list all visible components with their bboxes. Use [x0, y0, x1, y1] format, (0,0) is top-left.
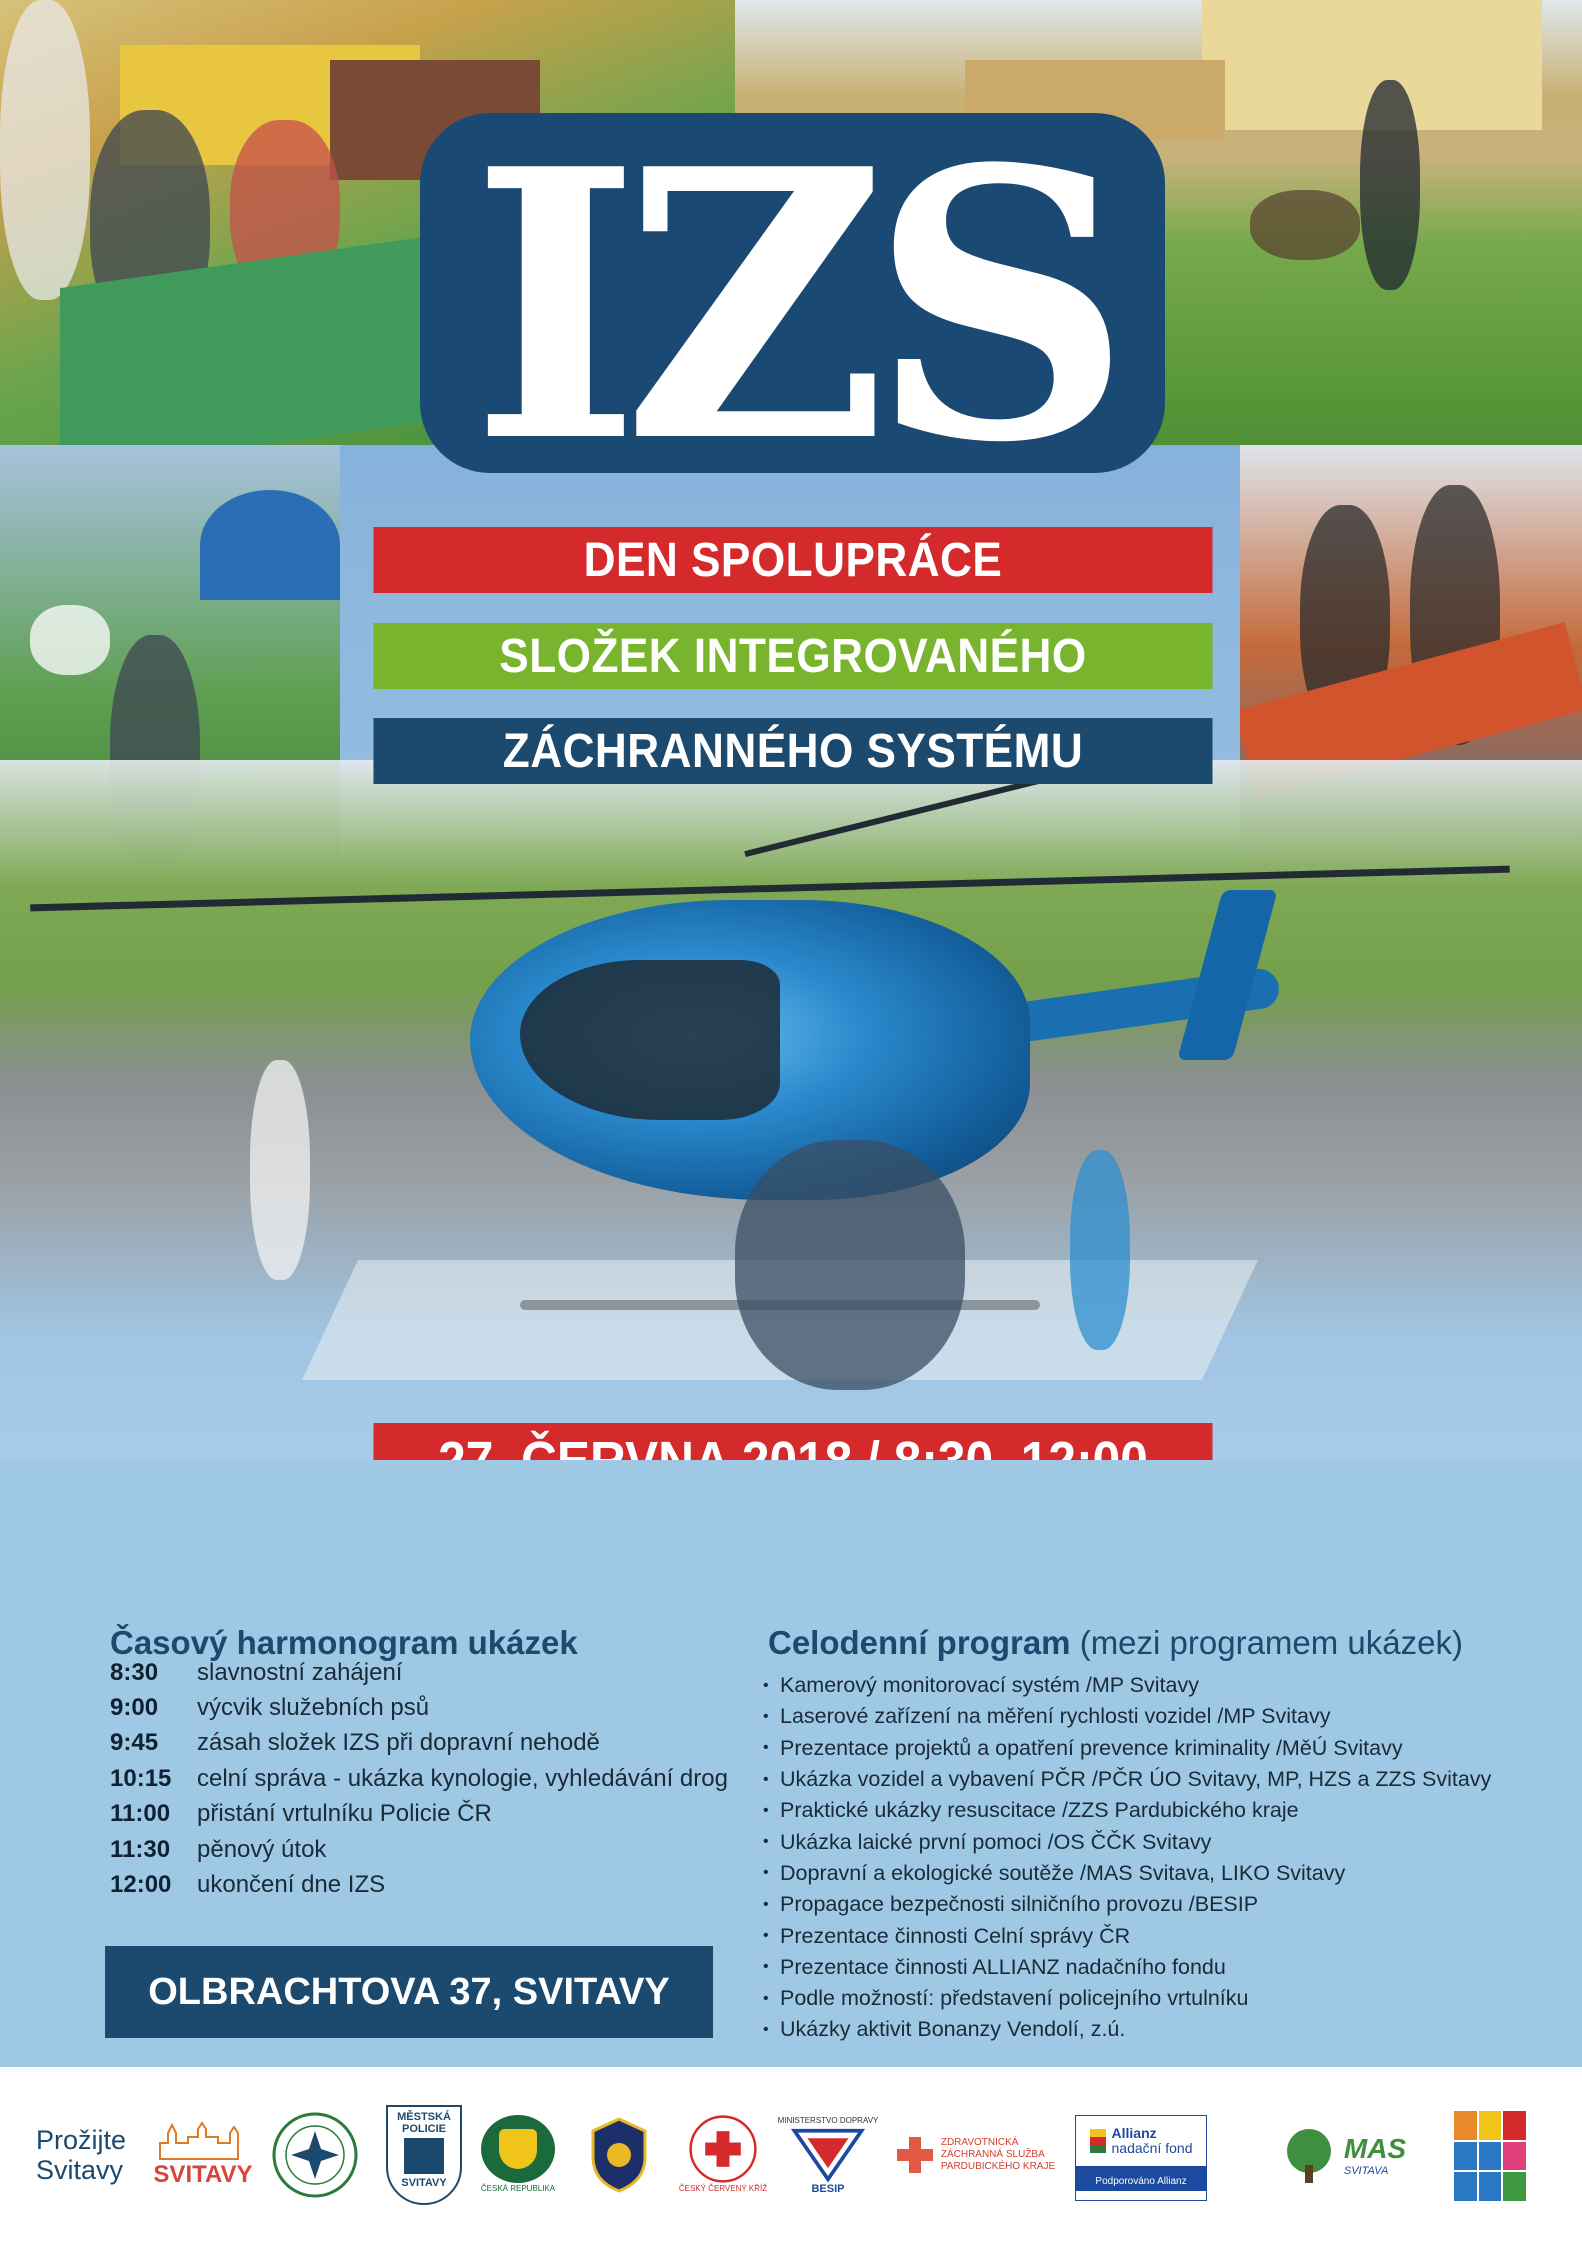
grid-tile: [1503, 2111, 1526, 2140]
logo-svitavy: [153, 2115, 253, 2195]
police-star-icon: [271, 2111, 359, 2199]
program-item: [763, 1795, 1543, 1826]
title-band-3: ZÁCHRANNÉHO SYSTÉMU: [373, 718, 1212, 784]
title-band-1: DEN SPOLUPRÁCE: [373, 527, 1212, 593]
boy-figure: [1070, 1150, 1130, 1350]
schedule-text: výcvik služebních psů: [197, 1694, 430, 1722]
program-item-text: Laserové zařízení na měření rychlosti vozidel /MP Svitavy: [780, 1704, 1331, 1729]
grid-tile: [1503, 2172, 1526, 2201]
title-band-2: SLOŽEK INTEGROVANÉHO: [373, 623, 1212, 689]
grid-tile: [1479, 2142, 1502, 2171]
grid-tile: [1454, 2111, 1477, 2140]
schedule-text: pěnový útok: [197, 1835, 327, 1863]
medical-cross-icon: [895, 2135, 935, 2175]
zzs-line1: ZDRAVOTNICKÁ: [940, 2137, 1019, 2148]
schedule-row: [110, 1867, 750, 1902]
program-item: [763, 1701, 1543, 1732]
bonanza-grid-icon: [1454, 2111, 1526, 2201]
izs-logo: [420, 90, 1165, 524]
schedule-row: [110, 1655, 750, 1690]
dog-figure: [1250, 190, 1360, 260]
red-cross-icon: [681, 2115, 765, 2183]
program-item-text: Propagace bezpečnosti silničního provozu /BESIP: [780, 1892, 1259, 1917]
grid-tile: [1503, 2142, 1526, 2171]
schedule-row: [110, 1761, 750, 1796]
allianz-line3: Podporováno Allianz: [1095, 2175, 1187, 2187]
schedule-heading: Časový harmonogram ukázek: [110, 1624, 578, 1661]
schedule-text: přistání vrtulníku Policie ČR: [197, 1800, 492, 1828]
besip-line2: BESIP: [811, 2183, 845, 2195]
celni-text: ČESKÁ REPUBLIKA: [480, 2184, 556, 2193]
bullet-icon: •: [763, 1707, 769, 1725]
tree-icon: [1274, 2125, 1344, 2185]
program-item: [763, 1983, 1543, 2014]
izs-logo-text: IZS: [470, 90, 1115, 524]
grid-tile: [1479, 2172, 1502, 2201]
mas-text: [1344, 2133, 1406, 2177]
program-item: [763, 1670, 1543, 1701]
schedule-text: celní správa - ukázka kynologie, vyhledávání drog: [197, 1764, 728, 1792]
grid-tile: [1454, 2172, 1477, 2201]
program-item: [763, 1826, 1543, 1857]
program-item-text: Ukázka laické první pomoci /OS ČČK Svitavy: [780, 1829, 1212, 1854]
program-item-text: Dopravní a ekologické soutěže /MAS Svitava, LIKO Svitavy: [780, 1860, 1346, 1885]
logo-prozijte-svitavy: [36, 2115, 136, 2195]
schedule-row: [110, 1690, 750, 1725]
program-item: [763, 1952, 1543, 1983]
logo-hzs: [584, 2115, 654, 2195]
zzs-line3: PARDUBICKÉHO KRAJE: [940, 2161, 1056, 2172]
bullet-icon: •: [763, 1676, 769, 1694]
schedule-time: 9:00: [110, 1694, 159, 1722]
mestska-line2: POLICIE: [401, 2123, 446, 2135]
program-item-text: Podle možností: představení policejního vrtulníku: [780, 1986, 1249, 2011]
schedule-row: [110, 1797, 750, 1832]
balloons: [30, 605, 110, 675]
schedule-text: zásah složek IZS při dopravní nehodě: [197, 1729, 600, 1757]
program-heading-title: Celodenní program: [768, 1624, 1071, 1661]
bullet-icon: •: [763, 1864, 769, 1882]
program-item: [763, 1764, 1543, 1795]
logo-prozijte-line1: Prožijte: [36, 2125, 127, 2155]
fire-rescue-badge-icon: [589, 2117, 649, 2193]
bullet-icon: •: [763, 1989, 769, 2007]
program-heading: [768, 1624, 1463, 1662]
program-item-text: Ukázka vozidel a vybavení PČR /PČR ÚO Svitavy, MP, HZS a ZZS Svitavy: [780, 1767, 1492, 1792]
logo-mestska-policie: [382, 2111, 466, 2195]
allianz-title: [1112, 2126, 1193, 2156]
allianz-bar: [1076, 2166, 1206, 2191]
program-item: [763, 2014, 1543, 2045]
logo-svitavy-text: SVITAVY: [153, 2161, 253, 2188]
logo-besip: [776, 2115, 880, 2195]
bullet-icon: •: [763, 1801, 769, 1819]
schedule-text: slavnostní zahájení: [197, 1658, 403, 1686]
logo-prozijte-line2: Svitavy: [36, 2155, 124, 2185]
allianz-top: [1090, 2126, 1193, 2156]
cck-text: ČESKÝ ČERVENÝ KŘÍŽ: [678, 2184, 768, 2193]
logo-celni-sprava: [476, 2115, 560, 2195]
program-item-text: Praktické ukázky resuscitace /ZZS Pardubického kraje: [780, 1798, 1299, 1823]
zzs-text: [941, 2137, 1055, 2173]
schedule-time: 9:45: [110, 1729, 159, 1757]
program-heading-note: (mezi programem ukázek): [1079, 1624, 1463, 1661]
logo-allianz: [1075, 2115, 1207, 2201]
program-item-text: Prezentace projektů a opatření prevence kriminality /MěÚ Svitavy: [780, 1735, 1403, 1760]
program-item-text: Prezentace činnosti Celní správy ČR: [780, 1923, 1131, 1948]
address-box: OLBRACHTOVA 37, SVITAVY: [105, 1946, 713, 2038]
schedule-time: 12:00: [110, 1871, 172, 1899]
customs-shield-icon: [499, 2129, 537, 2169]
program-item-text: Prezentace činnosti ALLIANZ nadačního fondu: [780, 1954, 1226, 1979]
schedule-time: 10:15: [110, 1764, 172, 1792]
program-item: [763, 1920, 1543, 1951]
handler-figure: [1360, 80, 1420, 290]
allianz-line1: Allianz: [1111, 2124, 1157, 2141]
bullet-icon: •: [763, 1770, 769, 1788]
inflatable-tent: [200, 490, 340, 600]
bullet-icon: •: [763, 1895, 769, 1913]
program-item: [763, 1858, 1543, 1889]
logo-policie-cr: [270, 2115, 360, 2195]
officer-figure: [0, 0, 90, 300]
logo-mas-svitava: [1260, 2115, 1420, 2195]
bullet-icon: •: [763, 1927, 769, 1945]
pilot-figure: [250, 1060, 310, 1280]
grid-tile: [1479, 2111, 1502, 2140]
grid-tile: [1454, 2142, 1477, 2171]
program-item-text: Kamerový monitorovací systém /MP Svitavy: [780, 1673, 1199, 1698]
besip-line1: MINISTERSTVO DOPRAVY: [777, 2116, 879, 2125]
schedule-row: [110, 1726, 750, 1761]
mas-line2: SVITAVA: [1343, 2165, 1389, 2177]
bullet-icon: •: [763, 1958, 769, 1976]
children-group: [735, 1140, 965, 1390]
logo-cck: [678, 2115, 768, 2195]
izs-logo-inner: [442, 90, 1143, 524]
shield-icon: [386, 2105, 462, 2205]
schedule-text: ukončení dne IZS: [197, 1871, 386, 1899]
program-item: [763, 1889, 1543, 1920]
schedule-time: 11:00: [110, 1800, 171, 1828]
schedule-time: 11:30: [110, 1835, 171, 1863]
coat-of-arms-icon: [404, 2138, 444, 2174]
mestska-line3: SVITAVY: [401, 2177, 447, 2189]
zzs-line2: ZÁCHRANNÁ SLUŽBA: [940, 2149, 1045, 2160]
traffic-light-icon: [1090, 2129, 1106, 2153]
allianz-line2: nadační fond: [1111, 2139, 1193, 2156]
bullet-icon: •: [763, 2020, 769, 2038]
logo-bonanza: [1450, 2110, 1530, 2202]
program-list: [763, 1670, 1543, 2046]
program-item: [763, 1733, 1543, 1764]
bullet-icon: •: [763, 1833, 769, 1851]
logo-zzs: [890, 2115, 1060, 2195]
bullet-icon: •: [763, 1739, 769, 1757]
schedule-row: [110, 1832, 750, 1867]
customs-badge-icon: [481, 2115, 555, 2183]
mas-line1: MAS: [1343, 2133, 1407, 2164]
mestska-line1: MĚSTSKÁ: [397, 2111, 451, 2123]
town-skyline-icon: [158, 2121, 248, 2161]
schedule-time: 8:30: [110, 1658, 159, 1686]
schedule-list: [110, 1655, 750, 1903]
program-item-text: Ukázky aktivit Bonanzy Vendolí, z.ú.: [780, 2017, 1126, 2042]
besip-triangle-icon: [788, 2127, 868, 2183]
